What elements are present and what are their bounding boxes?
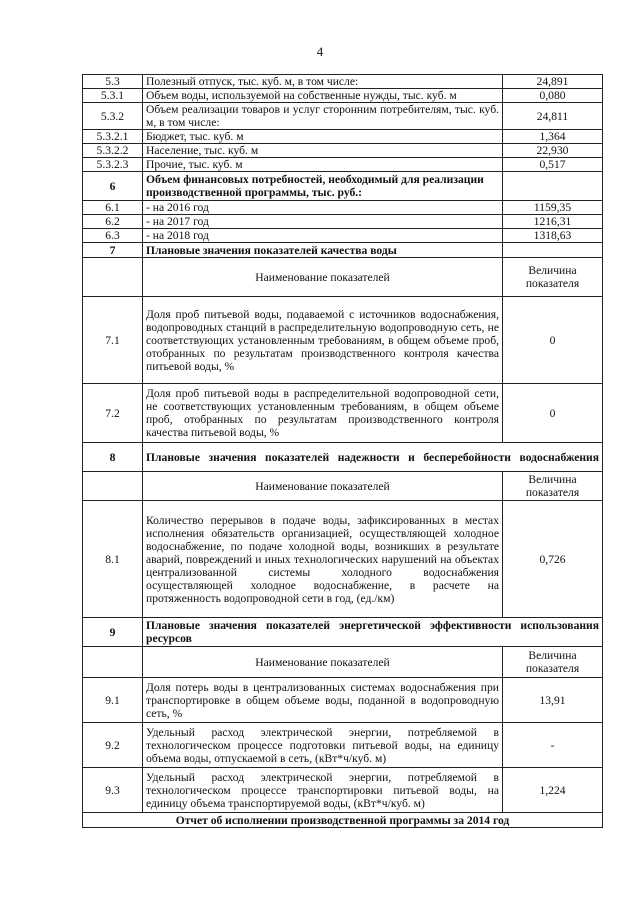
table-row [83,229,603,243]
table-row [83,215,603,229]
row-value: 0,517 [503,158,603,172]
page-number: 4 [316,44,324,59]
column-header-value: Величина показателя [503,647,603,678]
row-value: 1318,63 [503,229,603,243]
table-row [83,158,603,172]
row-value: 24,891 [503,75,603,89]
row-value: - [503,723,603,768]
section-header-9 [83,618,603,647]
section-number: 9 [83,618,143,647]
program-table [82,74,603,828]
row-name: Бюджет, тыс. куб. м [143,130,503,144]
section-header-8 [83,443,603,472]
empty-cell [503,243,603,258]
section-title: Плановые значения показателей качества воды [143,243,503,258]
row-value: 0,726 [503,501,603,618]
row-value: 1,224 [503,768,603,813]
row-value: 1159,35 [503,201,603,215]
column-header-row [83,647,603,678]
row-number: 6.1 [83,201,143,215]
table-row [83,201,603,215]
row-number: 5.3.2.2 [83,144,143,158]
section-header-6 [83,172,603,201]
row-name: Население, тыс. куб. м [143,144,503,158]
table-row [83,678,603,723]
row-number: 5.3.2.1 [83,130,143,144]
row-name: Доля потерь воды в централизованных системах водоснабжения при транспортировке в общем объеме воды, поданной в водопроводную сеть, % [143,678,503,723]
row-number: 7.2 [83,384,143,443]
column-header-name: Наименование показателей [143,647,503,678]
row-number: 9.3 [83,768,143,813]
table-row [83,89,603,103]
row-number: 5.3.2.3 [83,158,143,172]
column-header-value: Величина показателя [503,258,603,297]
row-value: 24,811 [503,103,603,130]
table-row [83,723,603,768]
row-name: Объем воды, используемой на собственные нужды, тыс. куб. м [143,89,503,103]
row-value: 1,364 [503,130,603,144]
row-number: 5.3 [83,75,143,89]
row-value: 0,080 [503,89,603,103]
row-number: 5.3.2 [83,103,143,130]
table-row [83,130,603,144]
section-title: Плановые значения показателей надежности и бесперебойности водоснабжения [143,443,603,472]
empty-cell [83,258,143,297]
row-name: Доля проб питьевой воды в распределительной водопроводной сети, не соответствующих установленным требованиям, в общем объеме проб, отобранных по результатам производственного контроля качества питьевой воды, % [143,384,503,443]
row-name: - на 2017 год [143,215,503,229]
section-header-7 [83,243,603,258]
row-name: Полезный отпуск, тыс. куб. м, в том числе: [143,75,503,89]
section-number: 7 [83,243,143,258]
report-title-row [83,813,603,828]
row-number: 5.3.1 [83,89,143,103]
row-value: 1216,31 [503,215,603,229]
section-title: Объем финансовых потребностей, необходимый для реализации производственной программы, тыс. руб.: [143,172,503,201]
row-name: - на 2018 год [143,229,503,243]
row-value: 0 [503,384,603,443]
table-row [83,384,603,443]
row-number: 6.2 [83,215,143,229]
row-number: 8.1 [83,501,143,618]
row-name: Количество перерывов в подаче воды, зафиксированных в местах исполнения обязательств организацией, осуществляющей холодное водоснабжение, по подаче холодной воды, возникших в результате аварий, повреждений и иных технологических нарушений на объектах централизованной системы холодного водоснабжения осуществляющей холодное водоснабжение, в расчете на протяженность водопроводной сети в год, (ед./км) [143,501,503,618]
row-value: 0 [503,297,603,384]
table-row [83,501,603,618]
column-header-name: Наименование показателей [143,472,503,501]
row-name: Объем реализации товаров и услуг сторонним потребителям, тыс. куб. м, в том числе: [143,103,503,130]
row-number: 6.3 [83,229,143,243]
report-title: Отчет об исполнении производственной программы за 2014 год [83,813,603,828]
empty-cell [83,647,143,678]
row-value: 22,930 [503,144,603,158]
column-header-row [83,472,603,501]
table-row [83,144,603,158]
table-row [83,103,603,130]
section-number: 6 [83,172,143,201]
table-row [83,75,603,89]
table-row [83,297,603,384]
column-header-name: Наименование показателей [143,258,503,297]
table-row [83,768,603,813]
row-name: Удельный расход электрической энергии, потребляемой в технологическом процессе транспортировки питьевой воды, на единицу объема транспортируемой воды, (кВт*ч/куб. м) [143,768,503,813]
column-header-row [83,258,603,297]
column-header-value: Величина показателя [503,472,603,501]
row-number: 9.1 [83,678,143,723]
section-title: Плановые значения показателей энергетической эффективности использования ресурсов [143,618,603,647]
row-name: Прочие, тыс. куб. м [143,158,503,172]
empty-cell [503,172,603,201]
section-number: 8 [83,443,143,472]
row-number: 9.2 [83,723,143,768]
row-name: Доля проб питьевой воды, подаваемой с источников водоснабжения, водопроводных станций в распределительную водопроводную сеть, не соответствующих установленным требованиям, в общем объеме проб, отобранных по результатам производственного контроля качества питьевой воды, % [143,297,503,384]
empty-cell [83,472,143,501]
row-name: - на 2016 год [143,201,503,215]
row-value: 13,91 [503,678,603,723]
row-number: 7.1 [83,297,143,384]
row-name: Удельный расход электрической энергии, потребляемой в технологическом процессе подготовки питьевой воды, на единицу объема воды, отпускаемой в сеть, (кВт*ч/куб. м) [143,723,503,768]
